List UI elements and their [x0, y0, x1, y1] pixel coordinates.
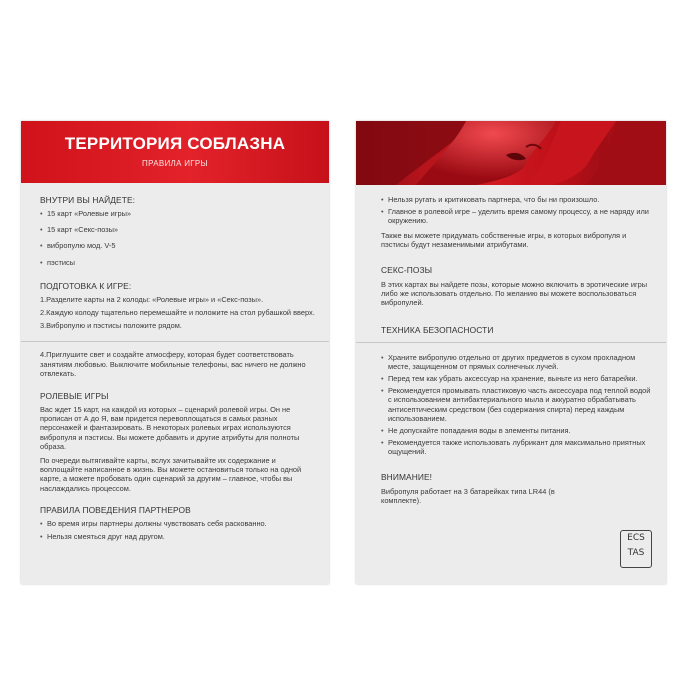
page-fold-divider — [356, 342, 666, 343]
list-item: • Не допускайте попадания воды в элементы питания. — [381, 426, 652, 435]
left-content — [21, 183, 329, 584]
list-item: • Нельзя смеяться друг над другом. — [40, 532, 317, 541]
page-fold-divider — [21, 341, 329, 342]
list-item: • Перед тем как убрать аксессуар на хранение, выньте из него батарейки. — [381, 374, 652, 383]
warning-paragraph: Вибропуля работает на 3 батарейках типа LR44 (в комплекте). — [381, 486, 555, 505]
list-item: • 15 карт «Ролевые игры» — [40, 209, 317, 218]
safety-list — [381, 353, 652, 457]
roleplay-paragraph-2: По очереди вытягивайте карты, вслух зачитывайте их содержание и воплощайте написанное в жизнь. Вы можете остановиться только на одной карте, а можете пробовать один сценарий за другим – главное, чтобы вы наслаждались процессом. — [40, 456, 302, 493]
poses-heading: СЕКС-ПОЗЫ — [381, 265, 433, 276]
inside-list — [40, 209, 317, 267]
brand-mark — [620, 530, 652, 568]
list-item: 1.Разделите карты на 2 колоды: «Ролевые игры» и «Секс-позы». — [40, 294, 264, 304]
prep-list — [40, 295, 317, 331]
brand-mark-line-1: ECS — [627, 533, 645, 543]
inside-heading: ВНУТРИ ВЫ НАЙДЕТЕ: — [40, 195, 136, 205]
list-item: • вибропулю мод. V-5 — [40, 241, 317, 250]
list-item: • Рекомендуется также использовать лубрикант для максимально приятных ощущений. — [381, 438, 652, 456]
poses-paragraph: В этих картах вы найдете позы, которые можно включить в эротические игры либо же использовать отдельно. По желанию вы можете воспользоваться вибропулей. — [381, 280, 648, 308]
prep-heading: ПОДГОТОВКА К ИГРЕ: — [40, 280, 132, 291]
list-item: 3.Вибропулю и пэстисы положите рядом. — [40, 321, 182, 331]
behavior-list-cont — [381, 195, 652, 226]
behavior-note: Также вы можете придумать собственные игры, в которых вибропуля и пэстисы будут незаменимыми атрибутами. — [381, 230, 627, 249]
list-item: • Нельзя ругать и критиковать партнера, что бы ни произошло. — [381, 195, 652, 204]
left-page — [21, 121, 329, 584]
list-item: • пэстисы — [40, 258, 317, 267]
brand-mark-line-2: TAS — [627, 548, 645, 558]
right-content — [356, 185, 666, 584]
list-item: • Главное в ролевой игре – уделить время самому процессу, а не наряду или окружению. — [381, 207, 652, 225]
behavior-list — [40, 519, 317, 541]
prep-list-cont — [40, 350, 317, 378]
list-item: 4.Приглушите свет и создайте атмосферу, которая будет соответствовать занятиям любовью. Выключите мобильные телефоны, вас ничего не должно отвлекать. — [40, 350, 306, 378]
list-item: • Во время игры партнеры должны чувствовать себя раскованно. — [40, 519, 317, 528]
couple-photo — [356, 121, 666, 185]
list-item: • 15 карт «Секс-позы» — [40, 225, 317, 234]
roleplay-paragraph-1: Вас ждет 15 карт, на каждой из которых – сценарий ролевой игры. Он не прописан от А до Я, вам придется перевоплощаться в самых разных персонажей и фантазировать. В некоторых ролевых играх используются вибропуля и пэстисы. Вы можете добавить и другие атрибуты для полноты образа. — [40, 405, 300, 451]
roleplay-heading: РОЛЕВЫЕ ИГРЫ — [40, 391, 109, 402]
list-item: • Рекомендуется промывать пластиковую часть аксессуара под теплой водой с использованием антибактериального мыла и аккуратно обрабатывать антисептическим средством (без содержания спирта) перед каждым использованием. — [381, 386, 652, 423]
list-item: • Храните вибропулю отдельно от других предметов в сухом прохладном месте, защищенном от прямых солнечных лучей. — [381, 353, 652, 371]
title-banner — [21, 121, 329, 183]
couple-photo-illustration — [356, 121, 666, 185]
page-title: ТЕРРИТОРИЯ СОБЛАЗНА — [64, 134, 286, 153]
warning-heading: ВНИМАНИЕ! — [381, 471, 433, 482]
safety-heading: ТЕХНИКА БЕЗОПАСНОСТИ — [381, 324, 494, 335]
page-subtitle: ПРАВИЛА ИГРЫ — [142, 159, 208, 168]
right-page — [356, 121, 666, 584]
list-item: 2.Каждую колоду тщательно перемешайте и положите на стол рубашкой вверх. — [40, 308, 315, 318]
behavior-heading: ПРАВИЛА ПОВЕДЕНИЯ ПАРТНЕРОВ — [40, 504, 191, 515]
